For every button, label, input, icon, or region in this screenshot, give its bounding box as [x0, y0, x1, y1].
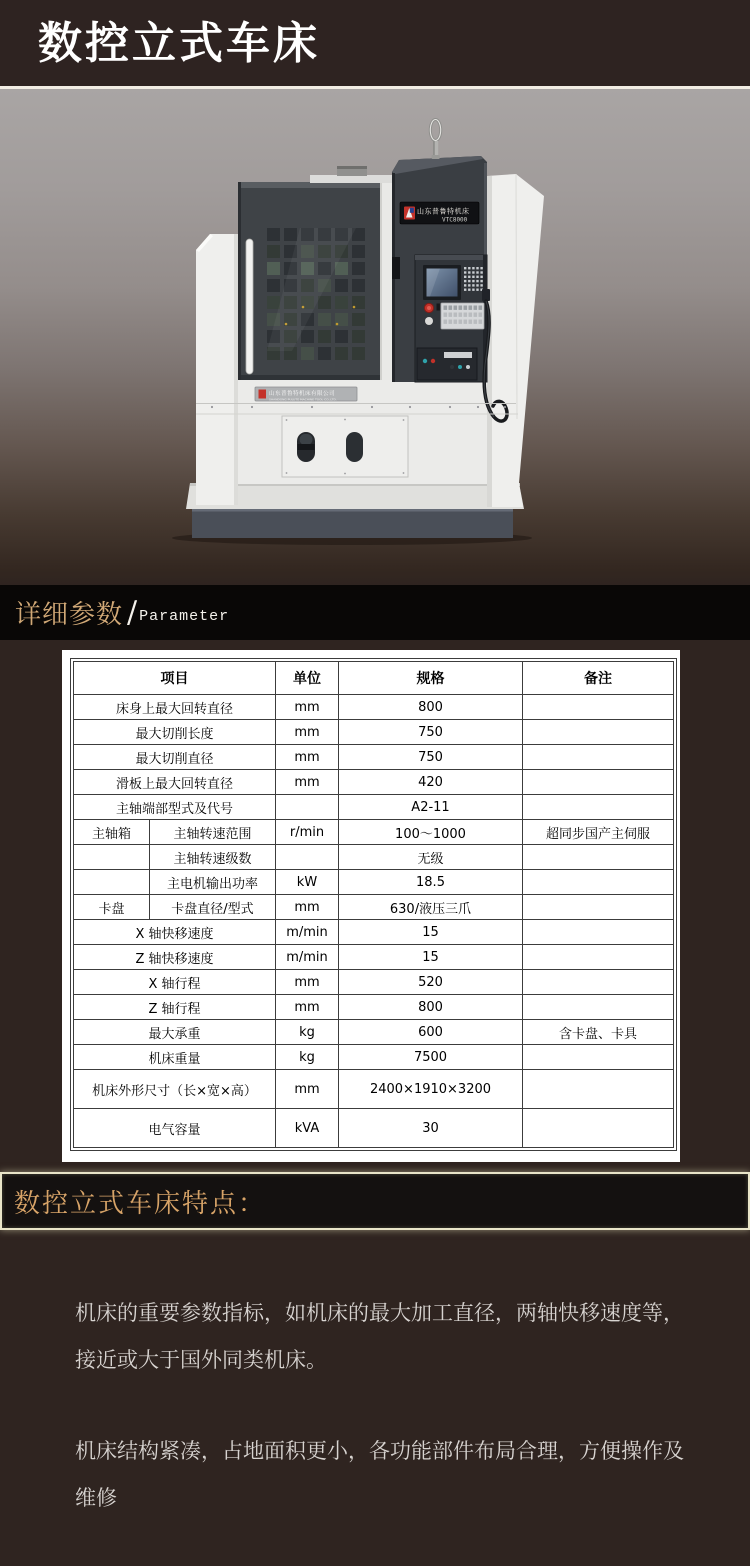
control-panel [415, 255, 487, 382]
cell-item: 最大承重 [74, 1020, 276, 1045]
table-row [74, 720, 674, 745]
cell-item: 滑板上最大回转直径 [74, 770, 276, 795]
cell-remark [523, 870, 674, 895]
brand-model-text: VTC8000 [442, 216, 468, 224]
cell-remark [523, 1109, 674, 1148]
cell-item: 主电机输出功率 [150, 870, 276, 895]
cell-item: 机床外形尺寸（长×宽×高） [74, 1070, 276, 1109]
table-row [74, 1045, 674, 1070]
machine-left-panel [196, 234, 238, 505]
table-row [74, 920, 674, 945]
cell-remark [523, 745, 674, 770]
nameplate-company-en: SHANDONG PULUTE MACHINE TOOL CO.,LTD. [269, 397, 337, 402]
cell-spec: 2400×1910×3200 [339, 1070, 523, 1109]
cell-remark: 含卡盘、卡具 [523, 1020, 674, 1045]
features-bar [0, 1172, 750, 1230]
cell-unit: kW [276, 870, 339, 895]
cell-remark [523, 970, 674, 995]
cell-unit [276, 845, 339, 870]
cell-item: 机床重量 [74, 1045, 276, 1070]
col-header-item: 项目 [74, 662, 276, 695]
cell-spec: 15 [339, 920, 523, 945]
cell-spec: 520 [339, 970, 523, 995]
cell-item: 卡盘直径/型式 [150, 895, 276, 920]
cell-spec: 420 [339, 770, 523, 795]
access-panel [282, 416, 408, 477]
table-row [74, 695, 674, 720]
brand-text: 山东普鲁特机床 [417, 207, 470, 216]
cell-unit: m/min [276, 945, 339, 970]
cell-unit: mm [276, 1070, 339, 1109]
cell-spec: A2-11 [339, 795, 523, 820]
feature-paragraph-1: 机床的重要参数指标，如机床的最大加工直径，两轴快移速度等，接近或大于国外同类机床。 [75, 1301, 684, 1372]
table-row [74, 845, 674, 870]
table-row [74, 995, 674, 1020]
cell-remark [523, 945, 674, 970]
table-row [74, 870, 674, 895]
cell-remark [523, 695, 674, 720]
cell-unit: mm [276, 745, 339, 770]
cell-spec: 7500 [339, 1045, 523, 1070]
table-row [74, 1070, 674, 1109]
cell-unit: mm [276, 695, 339, 720]
table-row [74, 820, 674, 845]
cell-unit: mm [276, 720, 339, 745]
cell-spec: 18.5 [339, 870, 523, 895]
cell-unit: mm [276, 970, 339, 995]
door-handle [246, 239, 253, 374]
cell-group [74, 870, 150, 895]
company-nameplate [255, 387, 357, 401]
features-heading: 数控立式车床特点： [14, 1188, 267, 1219]
feature-paragraph-2: 机床结构紧凑，占地面积更小，各功能部件布局合理，方便操作及维修 [75, 1439, 684, 1510]
cell-item: Z 轴快移速度 [74, 945, 276, 970]
cell-unit: mm [276, 995, 339, 1020]
cell-unit: kg [276, 1020, 339, 1045]
oval-slot [346, 432, 363, 462]
col-header-remark: 备注 [523, 662, 674, 695]
cell-remark [523, 995, 674, 1020]
brand-plate [400, 202, 479, 224]
table-row [74, 770, 674, 795]
col-header-unit: 单位 [276, 662, 339, 695]
cell-item: 主轴转速范围 [150, 820, 276, 845]
nameplate-company-cn: 山东普鲁特机床有限公司 [269, 391, 335, 398]
parameter-panel [62, 650, 680, 1162]
cell-unit: mm [276, 770, 339, 795]
table-row [74, 945, 674, 970]
control-knob [425, 317, 433, 325]
cell-remark [523, 845, 674, 870]
cell-spec: 30 [339, 1109, 523, 1148]
cell-unit: kg [276, 1045, 339, 1070]
cell-remark [523, 895, 674, 920]
cell-spec: 800 [339, 995, 523, 1020]
cell-item: 最大切削直径 [74, 745, 276, 770]
cell-item: 主轴转速级数 [150, 845, 276, 870]
nameplate-logo [259, 390, 267, 399]
cell-remark: 超同步国产主伺服 [523, 820, 674, 845]
table-row [74, 795, 674, 820]
cell-group: 卡盘 [74, 895, 150, 920]
cell-unit: m/min [276, 920, 339, 945]
cell-spec: 630/液压三爪 [339, 895, 523, 920]
parameter-section-bar [0, 585, 750, 640]
parameter-table-frame [70, 658, 677, 1151]
cell-item: Z 轴行程 [74, 995, 276, 1020]
machine-right-cabinet [487, 174, 544, 507]
cell-item: X 轴行程 [74, 970, 276, 995]
cell-unit [276, 795, 339, 820]
cell-group [74, 845, 150, 870]
cell-remark [523, 1070, 674, 1109]
cell-item: 床身上最大回转直径 [74, 695, 276, 720]
page-title: 数控立式车床 [38, 18, 320, 69]
feature-text-block [75, 1290, 690, 1566]
cell-spec: 750 [339, 720, 523, 745]
cell-spec: 15 [339, 945, 523, 970]
machine-door [238, 182, 380, 380]
cell-spec: 无级 [339, 845, 523, 870]
table-row [74, 1020, 674, 1045]
cell-item: 电气容量 [74, 1109, 276, 1148]
cell-spec: 100～1000 [339, 820, 523, 845]
table-row [74, 745, 674, 770]
table-row [74, 895, 674, 920]
cell-remark [523, 795, 674, 820]
cell-remark [523, 720, 674, 745]
cell-item: 最大切削长度 [74, 720, 276, 745]
toggle-switch [437, 304, 440, 311]
cell-remark [523, 1045, 674, 1070]
machine-illustration [0, 89, 750, 585]
machine-roof [310, 175, 392, 183]
cell-remark [523, 920, 674, 945]
col-header-spec: 规格 [339, 662, 523, 695]
page-header [0, 0, 750, 86]
cell-spec: 600 [339, 1020, 523, 1045]
cell-spec: 800 [339, 695, 523, 720]
cell-unit: mm [276, 895, 339, 920]
table-row [74, 970, 674, 995]
cell-group: 主轴箱 [74, 820, 150, 845]
cell-item: X 轴快移速度 [74, 920, 276, 945]
parameter-title-cn: 详细参数 [15, 600, 124, 630]
parameter-title-en: Parameter [139, 608, 230, 625]
machine-photo-section [0, 89, 750, 585]
lifting-hook [430, 120, 440, 160]
table-row [74, 1109, 674, 1148]
cell-item: 主轴端部型式及代号 [74, 795, 276, 820]
table-header-row [74, 662, 674, 695]
cell-unit: kVA [276, 1109, 339, 1148]
cell-spec: 750 [339, 745, 523, 770]
parameter-table [73, 661, 674, 1148]
cell-remark [523, 770, 674, 795]
parameter-slash: / [127, 595, 138, 630]
cell-unit: r/min [276, 820, 339, 845]
